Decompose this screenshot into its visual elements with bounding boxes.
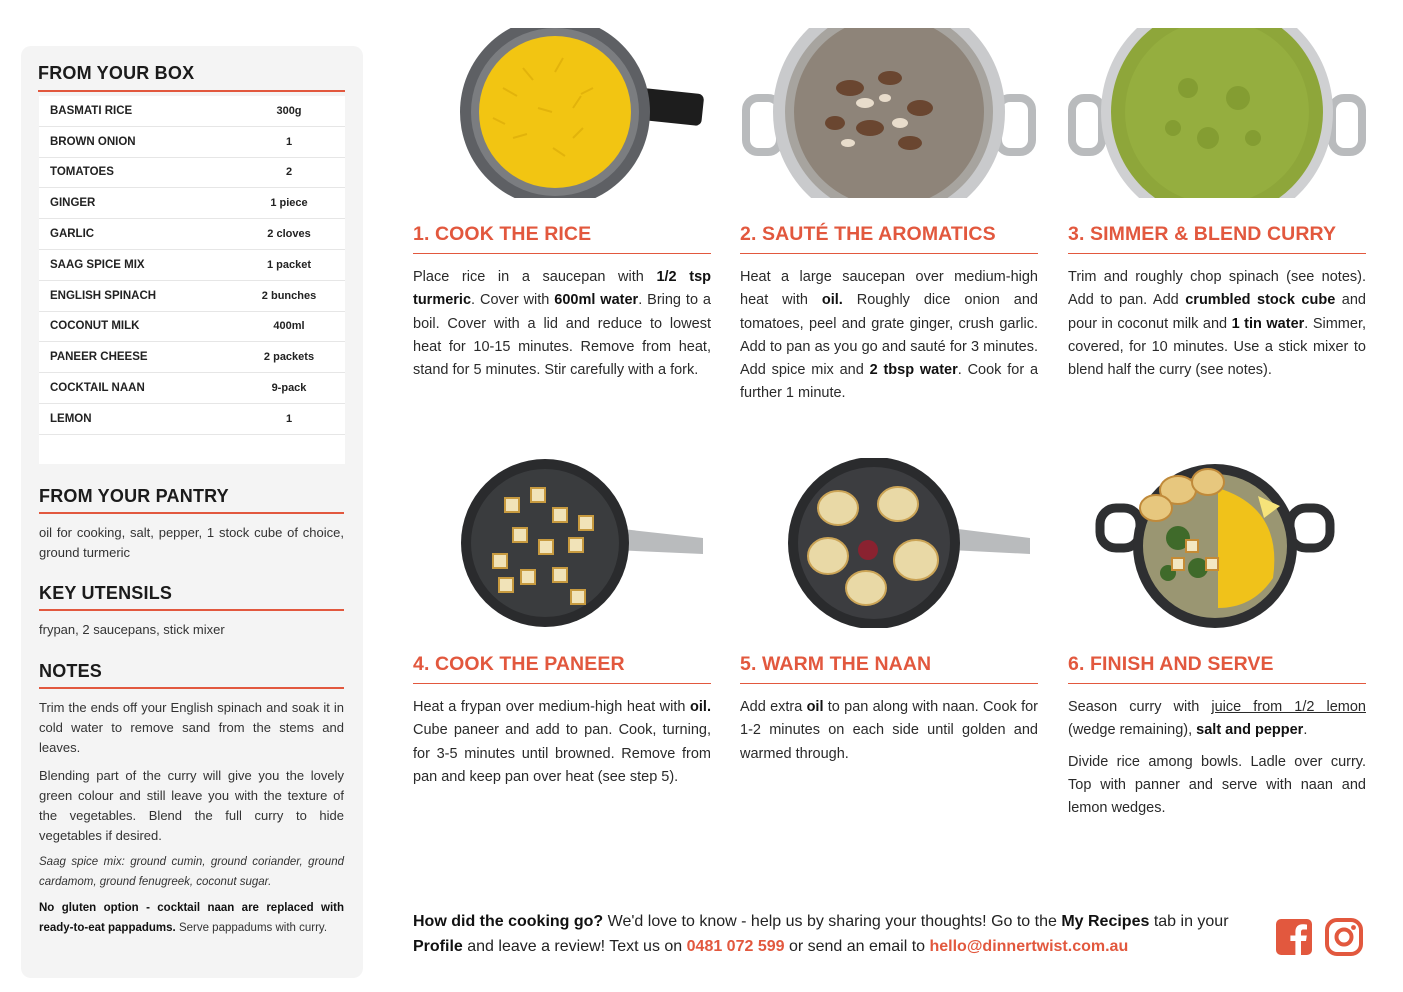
ingredient-quantity: 1 piece xyxy=(270,197,308,210)
phone-link[interactable]: 0481 072 599 xyxy=(686,938,785,955)
utensils-text: frypan, 2 saucepans, stick mixer xyxy=(39,622,225,637)
step-6-title: 6. FINISH AND SERVE xyxy=(1068,653,1366,684)
ingredient-row xyxy=(39,404,345,435)
ingredient-name: TOMATOES xyxy=(50,166,114,179)
step-5-title: 5. WARM THE NAAN xyxy=(740,653,1038,684)
footer-text-4: or send an email to xyxy=(784,938,930,955)
ingredient-name: ENGLISH SPINACH xyxy=(50,289,157,302)
step-text: . xyxy=(1303,722,1308,739)
ingredient-row xyxy=(39,312,345,343)
step-4-title: 4. COOK THE PANEER xyxy=(413,653,711,684)
step-5-body xyxy=(740,696,1038,766)
step-2-body xyxy=(740,266,1038,406)
step-text: Heat a frypan over medium-high heat with xyxy=(413,699,691,715)
ingredient-quantity: 1 xyxy=(285,412,293,425)
ingredients-table xyxy=(39,96,345,464)
step-highlight: 1/2 tsp turmeric xyxy=(413,269,712,309)
footer-my-recipes: My Recipes xyxy=(1061,913,1150,930)
step-instructions xyxy=(740,266,1038,406)
step-1-title: 1. COOK THE RICE xyxy=(413,223,711,254)
step-3-body xyxy=(1068,266,1366,382)
feedback-footer xyxy=(413,909,1263,959)
step-text: Add extra xyxy=(740,699,807,715)
curry-pot-photo xyxy=(1068,28,1366,198)
ingredient-quantity: 1 packet xyxy=(266,258,312,271)
step-highlight: salt and pepper xyxy=(1196,722,1304,739)
ingredient-name: COCONUT MILK xyxy=(50,320,140,333)
step-text: (wedge remaining), xyxy=(1068,722,1197,739)
step-text: to pan along with naan. Cook for 1-2 minutes on each side until golden and warmed through. xyxy=(740,699,1038,762)
step-instructions xyxy=(1068,266,1366,382)
step-6-body xyxy=(1068,696,1366,820)
footer-text-2: tab in your xyxy=(1149,913,1229,930)
step-instructions xyxy=(413,266,711,382)
spice-mix-text: Saag spice mix: ground cumin, ground coriander, ground cardamom, ground fenugreek, coconut sugar. xyxy=(39,856,344,888)
ingredient-name: PANEER CHEESE xyxy=(50,351,148,364)
footer-profile: Profile xyxy=(413,938,463,955)
step-2-title: 2. SAUTÉ THE AROMATICS xyxy=(740,223,1038,254)
ingredient-name: GARLIC xyxy=(50,228,95,241)
step-text: Season curry with xyxy=(1068,699,1212,715)
footer-text-1: We'd love to know - help us by sharing your thoughts! Go to the xyxy=(603,913,1062,930)
aromatics-pot-photo xyxy=(740,28,1038,198)
step-highlight: 1 tin water xyxy=(1231,315,1305,332)
step-text: . Cook for a further 1 minute. xyxy=(740,362,1039,402)
utensils-heading: KEY UTENSILS xyxy=(39,583,344,611)
gluten-free-rest: Serve pappadums with curry. xyxy=(175,922,328,934)
ingredient-name: BROWN ONION xyxy=(50,135,136,148)
ingredient-quantity: 1 xyxy=(285,135,293,148)
ingredient-row xyxy=(39,158,345,189)
step-underline: juice from 1/2 lemon xyxy=(1211,699,1366,715)
ingredient-quantity: 2 bunches xyxy=(261,289,317,302)
utensils-section xyxy=(39,583,344,640)
step-1-body xyxy=(413,266,711,382)
instagram-icon[interactable] xyxy=(1325,918,1363,956)
footer-text-3: and leave a review! Text us on xyxy=(462,938,687,955)
ingredient-row xyxy=(39,127,345,158)
step-highlight: 2 tbsp water xyxy=(869,362,958,379)
ingredient-row xyxy=(39,281,345,312)
step-text: Heat a large saucepan over medium-high heat with xyxy=(740,269,1038,309)
step-text: . Bring to a boil. Cover with a lid and reduce to lowest heat for 10-15 minutes. Remove from heat, stand for 5 minutes. Stir carefully with a fork. xyxy=(413,292,711,379)
ingredient-row xyxy=(39,96,345,127)
notes-heading: NOTES xyxy=(39,661,344,689)
step-text: Place rice in a saucepan with xyxy=(413,269,657,285)
step-3-title: 3. SIMMER & BLEND CURRY xyxy=(1068,223,1366,254)
from-your-box-heading: FROM YOUR BOX xyxy=(38,63,345,92)
pantry-text: oil for cooking, salt, pepper, 1 stock cube of choice, ground turmeric xyxy=(39,525,344,560)
email-link[interactable]: hello@dinnertwist.com.au xyxy=(929,938,1129,955)
gluten-free-bold: No gluten option - cocktail naan are replaced with ready-to-eat pappadums. xyxy=(39,902,344,934)
ingredient-quantity: 9-pack xyxy=(271,382,307,395)
step-highlight: 600ml water xyxy=(554,292,639,309)
step-highlight: oil. xyxy=(690,699,711,715)
notes-gluten-free xyxy=(39,898,344,938)
ingredient-quantity: 2 cloves xyxy=(267,228,311,241)
notes-spice-mix xyxy=(39,852,344,892)
notes-paragraph-spinach: Trim the ends off your English spinach and soak it in cold water to remove sand from the stems and leaves. xyxy=(39,700,344,755)
ingredient-name: GINGER xyxy=(50,197,96,210)
ingredient-quantity: 2 packets xyxy=(263,351,315,364)
ingredient-quantity: 400ml xyxy=(273,320,305,333)
served-dish-photo xyxy=(1068,458,1366,628)
step-text: . Cover with xyxy=(471,292,555,309)
step-highlight: oil xyxy=(806,699,824,715)
pantry-section xyxy=(39,486,344,563)
ingredient-quantity: 2 xyxy=(285,166,293,179)
step-highlight: crumbled stock cube xyxy=(1185,292,1336,309)
step-text: . Simmer, covered, for 10 minutes. Use a stick mixer to blend half the curry (see notes). xyxy=(1068,315,1367,379)
naan-pan-photo xyxy=(740,458,1038,628)
step-instructions xyxy=(1068,696,1366,743)
footer-question: How did the cooking go? xyxy=(413,913,604,930)
step-text: Cube paneer and add to pan. Cook, turning, for 3-5 minutes until browned. Remove from pan and keep pan over heat (see step 5). xyxy=(413,722,711,785)
step-instructions xyxy=(740,696,1038,766)
step-text: Trim and roughly chop spinach (see notes). Add to pan. Add xyxy=(1068,269,1366,309)
ingredient-row xyxy=(39,342,345,373)
sidebar-panel xyxy=(21,46,363,978)
step-highlight: oil. xyxy=(821,292,843,309)
step-text: Roughly dice onion and tomatoes, peel and grate ginger, crush garlic. Add to pan as you go and sauté for 3 minutes. Add spice mix and xyxy=(740,292,1038,379)
ingredient-name: SAAG SPICE MIX xyxy=(50,258,145,271)
step-text: and pour in coconut milk and xyxy=(1068,292,1367,332)
notes-section xyxy=(39,661,344,938)
ingredient-name: BASMATI RICE xyxy=(50,104,133,117)
step-instructions xyxy=(413,696,711,789)
ingredient-row xyxy=(39,373,345,404)
ingredient-quantity: 300g xyxy=(276,104,302,117)
step-4-body xyxy=(413,696,711,789)
step-extra-instructions: Divide rice among bowls. Ladle over curry. Top with panner and serve with naan and lemon wedges. xyxy=(1068,753,1366,817)
pantry-heading: FROM YOUR PANTRY xyxy=(39,486,344,514)
facebook-icon[interactable] xyxy=(1275,918,1313,956)
ingredient-row xyxy=(39,219,345,250)
ingredient-name: LEMON xyxy=(50,412,92,425)
ingredient-row xyxy=(39,188,345,219)
notes-paragraph-blending: Blending part of the curry will give you the lovely green colour and still leave you with the texture of the vegetables. Blend the full curry to hide vegetables if desired. xyxy=(39,768,344,843)
rice-pot-photo xyxy=(413,28,711,198)
ingredient-name: COCKTAIL NAAN xyxy=(50,382,145,395)
ingredient-row xyxy=(39,250,345,281)
paneer-pan-photo xyxy=(413,458,711,628)
